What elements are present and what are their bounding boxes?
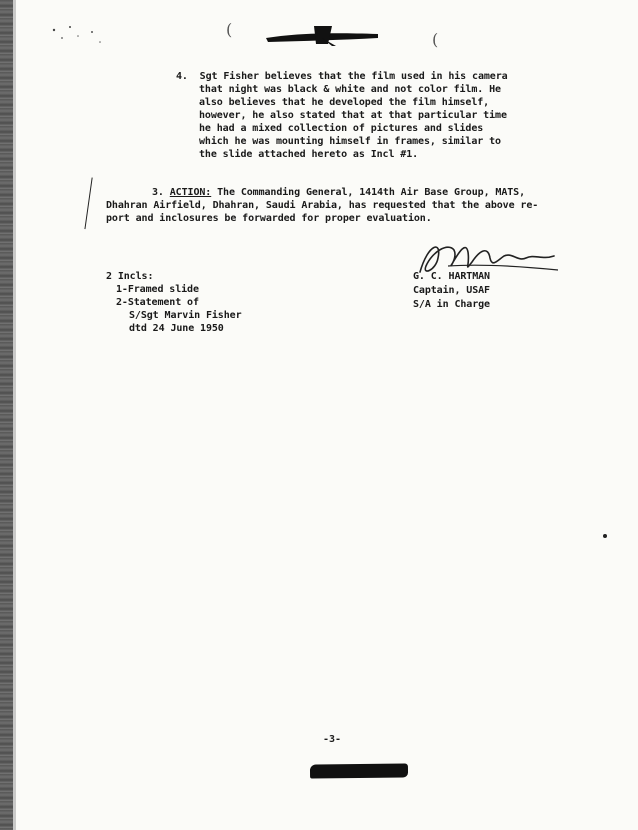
page-number: -3- [323,734,342,745]
scan-dot [603,534,607,538]
enclosure-item-2: 2-Statement of [116,297,199,308]
para3-heading: ACTION: [169,187,212,198]
scan-edge-line [13,0,16,830]
para3-line-2: Dhahran Airfield, Dhahran, Saudi Arabia, has requested that the above re- [106,200,539,211]
signer-title: S/A in Charge [413,299,490,310]
enclosure-item-1: 1-Framed slide [116,284,199,295]
para3-line-1-rest: The Commanding General, 1414th Air Base Group, MATS, [217,187,526,198]
para3-line-1 [152,186,525,199]
redaction-mark-bottom [310,763,408,778]
signer-rank: Captain, USAF [413,285,490,296]
enclosure-item-3: S/Sgt Marvin Fisher [129,310,242,321]
para4-line-4: however, he also stated that at that particular time [199,110,507,121]
para4-line-2: that night was black & white and not color film. He [199,84,501,95]
para4-line-5: he had a mixed collection of pictures and slides [199,123,484,134]
redaction-mark-top [262,24,382,46]
para4-line-7: the slide attached hereto as Incl #1. [199,149,419,160]
para4-line-6: which he was mounting himself in frames, similar to [199,136,501,147]
para4-line-1: 4. Sgt Fisher believes that the film used in his camera [176,71,508,82]
margin-bracket-mark [84,177,102,230]
signer-name: G. C. HARTMAN [413,271,490,282]
enclosures-heading: 2 Incls: [106,271,154,282]
scan-edge-shadow [0,0,13,830]
left-paren-mark: ( [226,20,233,39]
para3-line-3: port and inclosures be forwarded for proper evaluation. [106,213,432,224]
para3-number: 3. [152,187,164,198]
right-paren-mark: ( [432,30,439,49]
scan-specks [48,18,108,58]
para4-line-3: also believes that he developed the film himself, [199,97,490,108]
enclosure-item-4: dtd 24 June 1950 [129,323,224,334]
